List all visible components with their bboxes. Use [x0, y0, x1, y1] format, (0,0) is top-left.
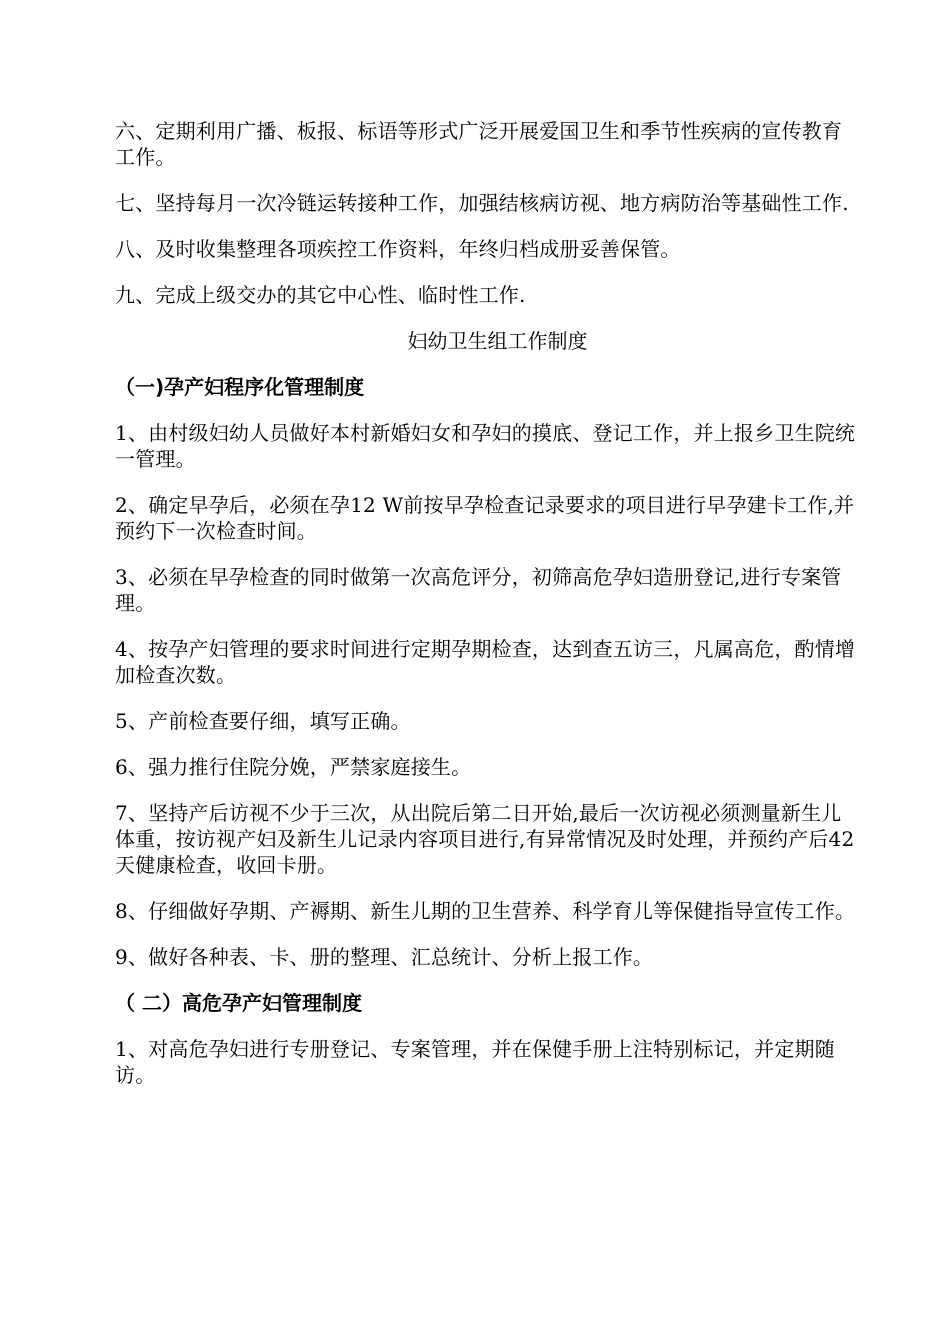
- section1-item-7: 7、坚持产后访视不少于三次，从出院后第二日开始,最后一次访视必须测量新生儿体重，按访视产妇及新生儿记录内容项目进行,有异常情况及时处理，并预约产后42天健康检查，收回卡册。: [115, 801, 855, 877]
- section1-item-9: 9、做好各种表、卡、册的整理、汇总统计、分析上报工作。: [115, 945, 654, 969]
- document-title: 妇幼卫生组工作制度: [407, 329, 588, 353]
- section2-item-1: 1、对高危孕妇进行专册登记、专案管理，并在保健手册上注特别标记，并定期随访。: [115, 1037, 835, 1087]
- section1-item-2: 2、确定早孕后，必须在孕12 W前按早孕检查记录要求的项目进行早孕建卡工作,并预约下一次检查时间。: [115, 493, 855, 543]
- intro-item-8: 八、及时收集整理各项疾控工作资料，年终归档成册妥善保管。: [115, 237, 681, 261]
- intro-item-7: 七、坚持每月一次冷链运转接种工作，加强结核病访视、地方病防治等基础性工作.: [115, 191, 849, 215]
- section1-item-8: 8、仔细做好孕期、产褥期、新生儿期的卫生营养、科学育儿等保健指导宣传工作。: [115, 899, 856, 923]
- section-heading-1: （一)孕产妇程序化管理制度: [115, 375, 365, 399]
- intro-item-9: 九、完成上级交办的其它中心性、临时性工作.: [115, 283, 526, 307]
- section1-item-1: 1、由村级妇幼人员做好本村新婚妇女和孕妇的摸底、登记工作，并上报乡卫生院统一管理。: [115, 421, 856, 471]
- section1-item-5: 5、产前检查要仔细，填写正确。: [115, 709, 411, 733]
- section1-item-6: 6、强力推行住院分娩，严禁家庭接生。: [115, 755, 472, 779]
- section1-item-3: 3、必须在早孕检查的同时做第一次高危评分，初筛高危孕妇造册登记,进行专案管理。: [115, 565, 842, 615]
- section-heading-2: （ 二）高危孕产妇管理制度: [115, 991, 362, 1015]
- section1-item-4: 4、按孕产妇管理的要求时间进行定期孕期检查，达到查五访三，凡属高危，酌情增加检查次数。: [115, 637, 856, 687]
- intro-item-6: 六、定期利用广播、板报、标语等形式广泛开展爱国卫生和季节性疾病的宣传教育工作。: [115, 119, 843, 169]
